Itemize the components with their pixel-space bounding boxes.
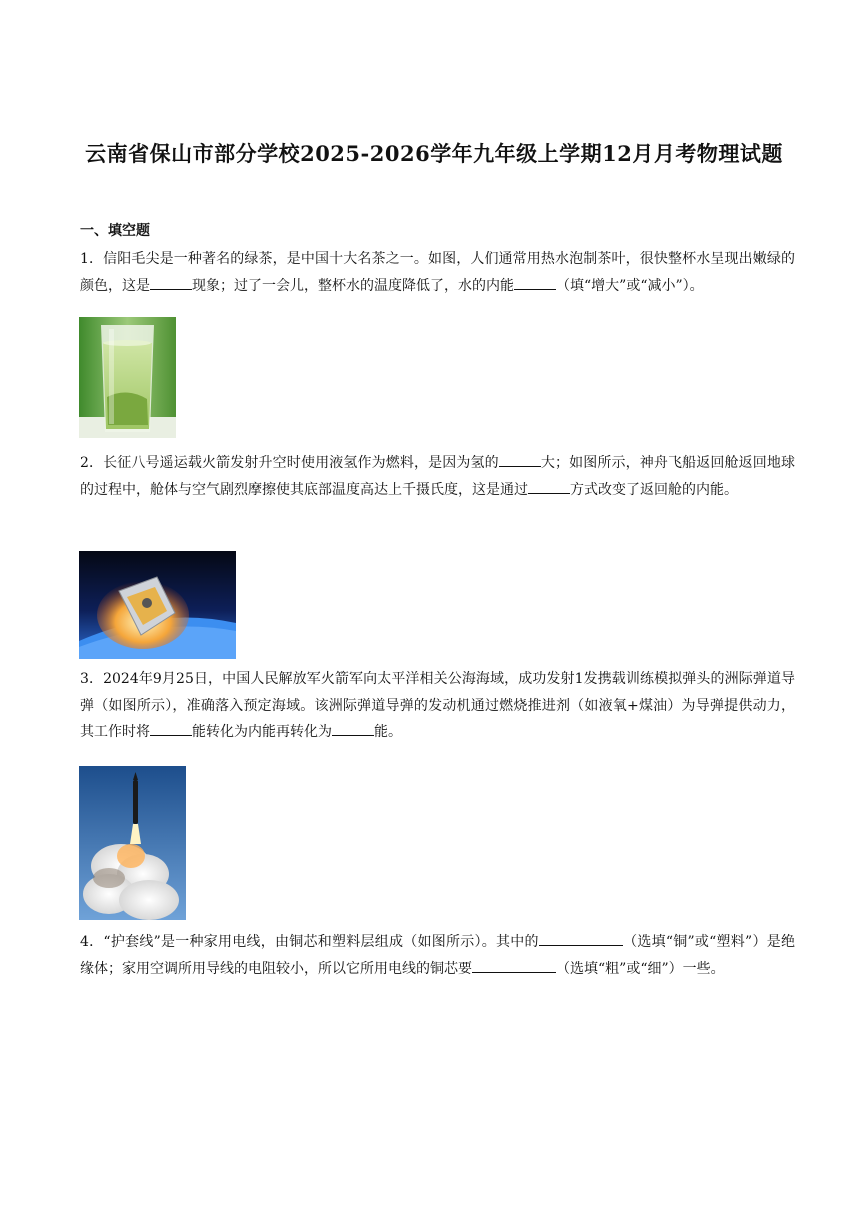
answer-blank[interactable] <box>150 275 192 290</box>
missile-launch-image <box>79 766 186 920</box>
question-1-text-a: 1．信阳毛尖是一种著名的绿茶，是中国十大名茶之一。如图，人们通常用热水泡制茶叶，很快整杯水呈现出嫩绿的颜色，这是 <box>80 251 795 294</box>
answer-blank[interactable] <box>499 452 541 467</box>
page-title: 云南省保山市部分学校2025-2026学年九年级上学期12月月考物理试题 <box>85 141 783 166</box>
tea-glass-image <box>79 317 176 438</box>
question-2 <box>80 450 795 503</box>
question-2-text-a: 2．长征八号遥运载火箭发射升空时使用液氢作为燃料，是因为氢的 <box>80 455 499 471</box>
answer-blank[interactable] <box>472 958 556 973</box>
section-heading: 一、填空题 <box>80 223 150 239</box>
question-1-text-b: 现象；过了一会儿，整杯水的温度降低了，水的内能 <box>192 277 514 294</box>
question-3-text-b: 能转化为内能再转化为 <box>192 724 332 740</box>
reentry-capsule-image <box>79 551 236 659</box>
answer-blank[interactable] <box>150 721 192 736</box>
question-4-text-c: （选填“粗”或“细”）一些。 <box>556 960 725 977</box>
answer-blank[interactable] <box>332 721 374 736</box>
question-3-text-a: 3．2024年9月25日，中国人民解放军火箭军向太平洋相关公海海域，成功发射1发携载训练模拟弹头的洲际弹道导弹（如图所示），准确落入预定海域。该洲际弹道导弹的发动机通过燃烧推进剂（如液氧+煤油）为导弹提供动力，其工作时将 <box>80 671 795 740</box>
answer-blank[interactable] <box>528 479 570 494</box>
question-3 <box>80 666 795 746</box>
answer-blank[interactable] <box>539 931 623 946</box>
answer-blank[interactable] <box>514 275 556 290</box>
question-3-text-c: 能。 <box>374 724 402 740</box>
question-4 <box>80 929 795 982</box>
question-2-text-b: 大；如图所示，神舟飞船返回舱返回地球的过程中，舱体与空气剧烈摩擦使其底部温度高达上千摄氏度，这是通过 <box>80 455 796 498</box>
question-2-text-c: 方式改变了返回舱的内能。 <box>570 481 738 498</box>
question-4-text-b: （选填“铜”或“塑料”）是绝缘体；家用空调所用导线的电阻较小，所以它所用电线的铜芯要 <box>80 934 795 977</box>
question-4-text-a: 4．“护套线”是一种家用电线，由铜芯和塑料层组成（如图所示）。其中的 <box>80 934 539 950</box>
question-1-text-c: （填“增大”或“减小”）。 <box>556 277 704 294</box>
question-1 <box>80 246 795 299</box>
